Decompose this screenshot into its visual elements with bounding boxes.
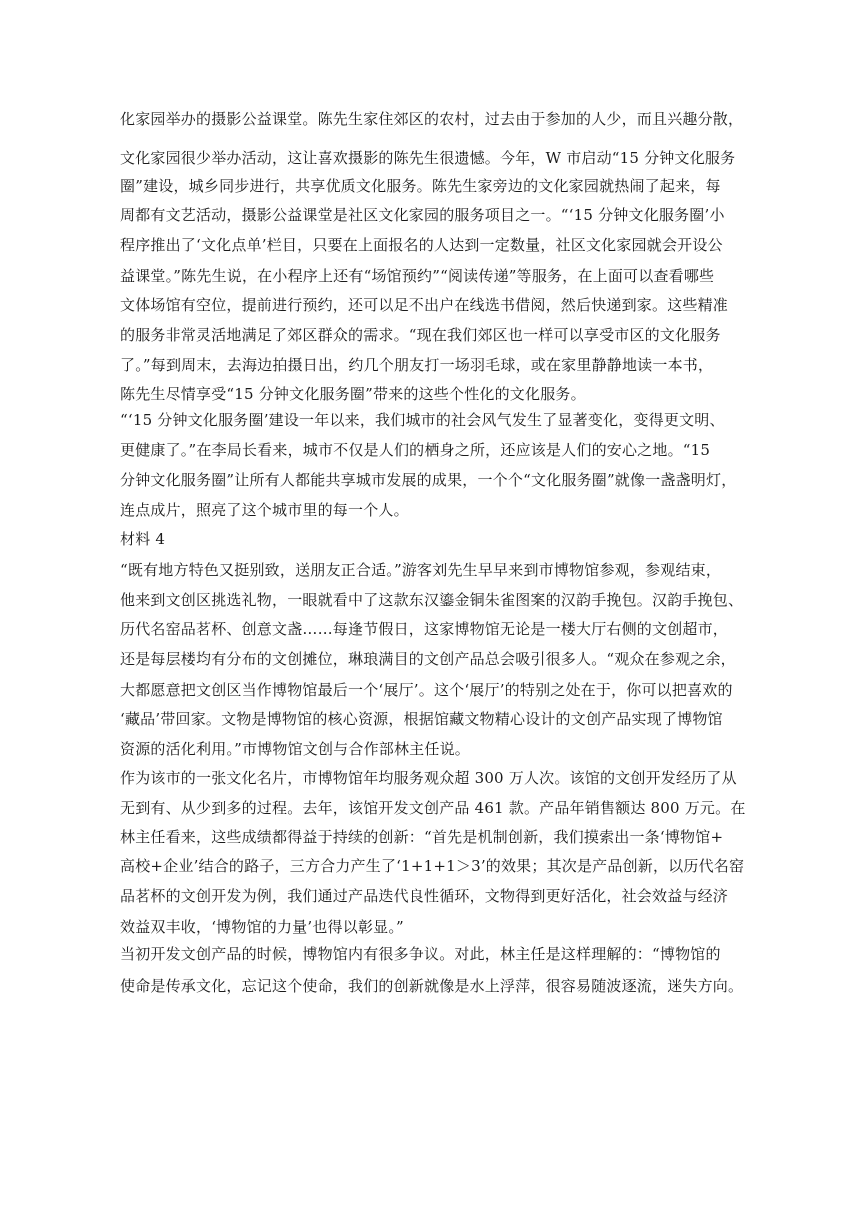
text-line: 当初开发文创产品的时候，博物馆内有很多争议。对此，林主任是这样理解的：“博物馆的 (120, 945, 721, 963)
text-line: “既有地方特色又挺别致，送朋友正合适。”游客刘先生早早来到市博物馆参观，参观结束， (120, 561, 722, 579)
text-line: “‘15 分钟文化服务圈’建设一年以来，我们城市的社会风气发生了显著变化，变得更文明、 (120, 411, 725, 429)
text-line: 圈”建设，城乡同步进行，共享优质文化服务。陈先生家旁边的文化家园就热闹了起来，每 (120, 177, 721, 195)
text-line: 还是每层楼均有分布的文创摊位，琳琅满目的文创产品总会吸引很多人。“观众在参观之余， (120, 650, 736, 668)
text-line: 文体场馆有空位，提前进行预约，还可以足不出户在线选书借阅，然后快递到家。这些精准 (120, 296, 729, 314)
text-line: 历代名窑品茗杯、创意文盏……每逢节假日，这家博物馆无论是一楼大厅右侧的文创超市， (120, 620, 729, 638)
section-heading: 材料 4 (120, 530, 166, 548)
text-line: 大都愿意把文创区当作博物馆最后一个‘展厅’。这个‘展厅’的特别之处在于，你可以把喜欢的 (120, 681, 733, 699)
text-line: 资源的活化利用。”市博物馆文创与合作部林主任说。 (120, 740, 470, 758)
text-line: 他来到文创区挑选礼物，一眼就看中了这款东汉鎏金铜朱雀图案的汉韵手挽包。汉韵手挽包、 (120, 591, 744, 609)
text-line: 分钟文化服务圈”让所有人都能共享城市发展的成果，一个个“文化服务圈”就像一盏盏明灯， (120, 471, 737, 489)
text-line: ‘藏品’带回家。文物是博物馆的核心资源，根据馆藏文物精心设计的文创产品实现了博物馆 (120, 710, 723, 728)
text-line: 程序推出了‘文化点单’栏目，只要在上面报名的人达到一定数量，社区文化家园就会开设公 (120, 236, 723, 254)
text-line: 的服务非常灵活地满足了郊区群众的需求。“现在我们郊区也一样可以享受市区的文化服务 (120, 326, 721, 344)
text-line: 益课堂。”陈先生说，在小程序上还有“场馆预约”“阅读传递”等服务，在上面可以查看哪些 (120, 267, 715, 285)
text-line: 陈先生尽情享受“15 分钟文化服务圈”带来的这些个性化的文化服务。 (120, 385, 586, 403)
text-line: 使命是传承文化，忘记这个使命，我们的创新就像是水上浮萍，很容易随波逐流，迷失方向。 (120, 977, 744, 995)
text-line: 品茗杯的文创开发为例，我们通过产品迭代良性循环，文物得到更好活化，社会效益与经济 (120, 887, 729, 905)
text-line: 化家园举办的摄影公益课堂。陈先生家住郊区的农村，过去由于参加的人少，而且兴趣分散， (120, 110, 744, 128)
text-line: 作为该市的一张文化名片，市博物馆年均服务观众超 300 万人次。该馆的文创开发经历了从 (120, 769, 737, 787)
text-line: 了。”每到周末，去海边拍摄日出，约几个朋友打一场羽毛球，或在家里静静地读一本书， (120, 356, 714, 374)
text-line: 林主任看来，这些成绩都得益于持续的创新：“首先是机制创新，我们摸索出一条‘博物馆+ (120, 828, 724, 846)
text-line: 连点成片，照亮了这个城市里的每一个人。 (120, 501, 409, 519)
text-line: 效益双丰收，‘博物馆的力量’也得以彰显。” (120, 918, 404, 936)
text-line: 高校+企业’结合的路子，三方合力产生了‘1+1+1＞3’的效果；其次是产品创新，以历代名窑 (120, 857, 745, 875)
text-line: 无到有、从少到多的过程。去年，该馆开发文创产品 461 款。产品年销售额达 800 万元。在 (120, 799, 746, 817)
text-line: 更健康了。”在李局长看来，城市不仅是人们的栖身之所，还应该是人们的安心之地。“15 (120, 441, 711, 459)
text-line: 周都有文艺活动，摄影公益课堂是社区文化家园的服务项目之一。“‘15 分钟文化服务圈’小 (120, 206, 725, 224)
text-line: 文化家园很少举办活动，这让喜欢摄影的陈先生很遗憾。今年，W 市启动“15 分钟文化服务 (120, 149, 736, 167)
